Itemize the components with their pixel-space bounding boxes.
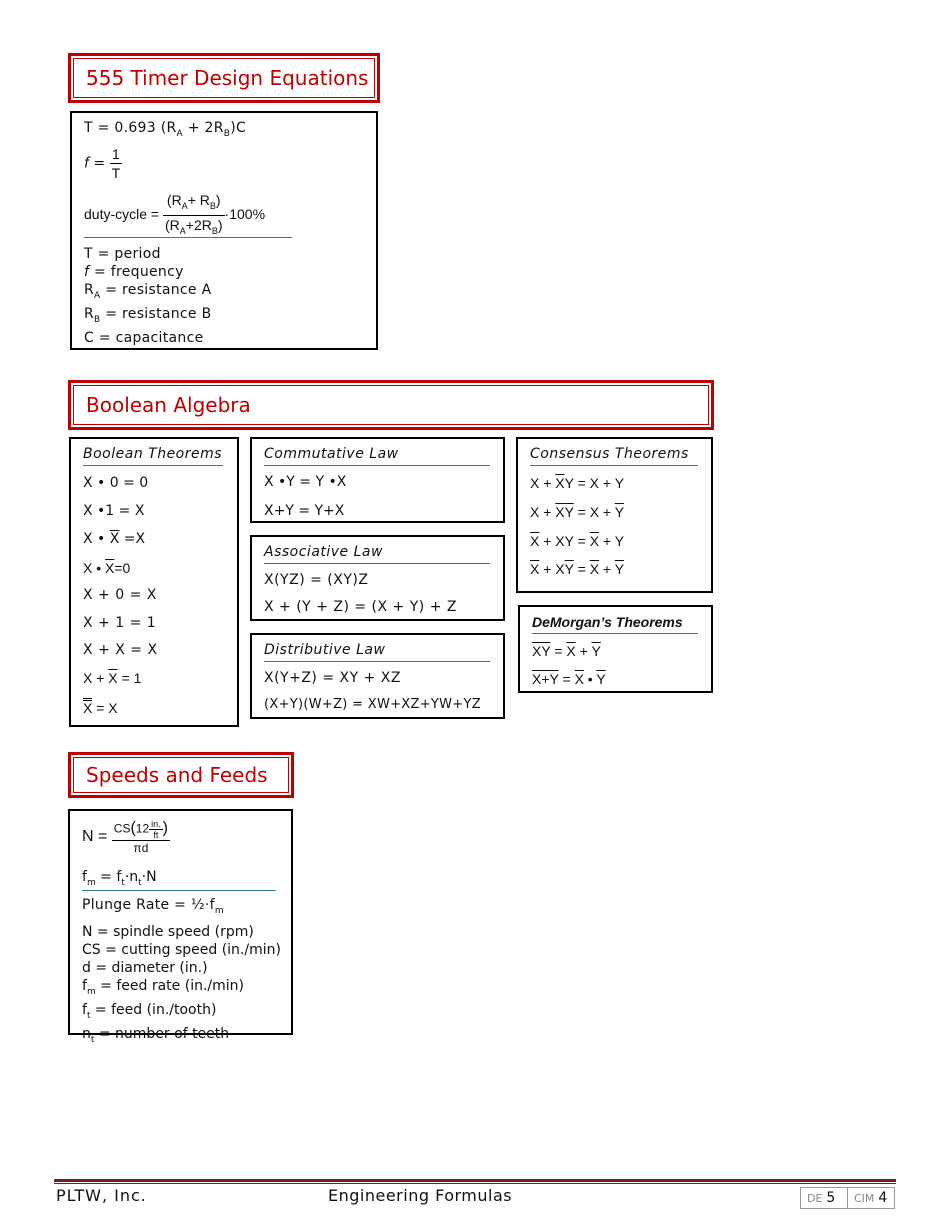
distributive-line: X(Y+Z) = XY + XZ xyxy=(264,670,401,686)
theorem-line: $X + \overline{X} = 1$ xyxy=(83,670,142,686)
speeds-definitions xyxy=(82,923,281,1048)
boolean-section-title xyxy=(68,380,714,430)
feed-rate-equation: $f_m = f_t\cdot n_t\cdot N$ xyxy=(82,869,157,888)
demorgan-theorems-box xyxy=(518,605,713,693)
theorem-line: X + 0 = X xyxy=(83,587,157,603)
consensus-line: $X + \overline{X}Y = X + Y$ xyxy=(530,475,625,491)
commutative-law-box xyxy=(250,437,505,523)
definition-line: $f_t$ = feed (in./tooth) xyxy=(82,1001,217,1021)
footer-doc-title: Engineering Formulas xyxy=(328,1186,513,1205)
boolean-title-text: Boolean Algebra xyxy=(73,385,709,425)
theorem-line: X = X xyxy=(83,700,118,716)
de-page-number: 5 xyxy=(826,1190,836,1206)
consensus-line: $\overline{X}$ + XY = $\overline{X} + Y$ xyxy=(530,533,625,549)
associative-line: X + (Y + Z) = (X + Y) + Z xyxy=(264,599,457,615)
speeds-title-text: Speeds and Feeds xyxy=(73,757,289,793)
period-equation: T = 0.693 $(R_A + 2R_B)C$ xyxy=(84,120,247,139)
cim-page-box xyxy=(847,1187,895,1209)
cim-label: CIM xyxy=(854,1191,875,1205)
distributive-header: Distributive Law xyxy=(264,641,490,662)
speeds-divider xyxy=(82,890,276,891)
theorem-line: X •1 = X xyxy=(83,503,145,519)
footer-company: PLTW, Inc. xyxy=(56,1186,147,1205)
frequency-equation: f = $\frac{1}{T}$ xyxy=(84,146,121,181)
theorem-line: X • $\overline{X}=0$ xyxy=(83,560,131,576)
commutative-line: X •Y = Y •X xyxy=(264,474,347,490)
speeds-formula-box xyxy=(68,809,293,1045)
footer-rule-thin xyxy=(54,1183,896,1184)
demorgan-line: $\overline{XY} = \overline{X} + \overline{Y}$ xyxy=(532,643,601,659)
definition-line: N = spindle speed (rpm) xyxy=(82,924,254,940)
consensus-theorems-box xyxy=(516,437,713,593)
demorgan-header: DeMorgan’s Theorems xyxy=(532,613,698,634)
timer-title-text: 555 Timer Design Equations xyxy=(73,58,375,98)
speeds-section-title xyxy=(68,752,294,798)
definition-line: $R_B$ = resistance B xyxy=(84,305,212,325)
definition-line: $f_m$ = feed rate (in./min) xyxy=(82,978,244,997)
theorem-line: X • $\overline{X} =X$ xyxy=(83,531,146,547)
cim-page-number: 4 xyxy=(878,1190,888,1206)
plunge-rate-equation: Plunge Rate = $\frac{1}{2}\cdot f_m$ xyxy=(82,897,224,916)
duty-cycle-equation: duty-cycle = $\frac{(R_A+ R_B)}{(R_A+2R_B)}$ ·100% xyxy=(84,192,266,236)
associative-line: X(YZ) = (XY)Z xyxy=(264,572,369,588)
timer-divider xyxy=(84,237,292,238)
theorem-line: X • 0 = 0 xyxy=(83,475,149,491)
timer-formula-box xyxy=(70,111,378,350)
associative-law-box xyxy=(250,535,505,621)
consensus-header: Consensus Theorems xyxy=(530,445,698,466)
associative-header: Associative Law xyxy=(264,543,490,564)
theorem-line: X + X = X xyxy=(83,642,158,658)
demorgan-line: $X+Y = \overline{X}$ • $\overline{Y}$ xyxy=(532,671,606,687)
distributive-line: (X+Y)(W+Z) = XW+XZ+YW+YZ xyxy=(264,697,481,712)
de-label: DE xyxy=(807,1191,823,1205)
boolean-theorems-box xyxy=(69,437,239,727)
definition-line: C = capacitance xyxy=(84,329,204,346)
definition-line: d = diameter (in.) xyxy=(82,960,208,976)
definition-line: CS = cutting speed (in./min) xyxy=(82,942,281,958)
consensus-line: $X + \overline{X}\overline{Y} = X + \overline{Y}$ xyxy=(530,504,625,520)
theorem-line: X + 1 = 1 xyxy=(83,615,157,631)
de-page-box xyxy=(800,1187,848,1209)
commutative-header: Commutative Law xyxy=(264,445,490,466)
distributive-law-box xyxy=(250,633,505,719)
consensus-line: $\overline{X} + X\overline{Y} = \overline{X} + \overline{Y}$ xyxy=(530,561,625,577)
boolean-theorems-header: Boolean Theorems xyxy=(83,445,223,466)
definition-line: $R_A$ = resistance A xyxy=(84,282,212,301)
commutative-line: X+Y = Y+X xyxy=(264,503,345,519)
definition-line: $n_t$ = number of teeth xyxy=(82,1025,230,1045)
spindle-speed-equation: N = CS(12 $\frac{in.}{ft}$ ) πd xyxy=(82,819,168,855)
definition-line: f = frequency xyxy=(84,264,184,280)
definition-line: T = period xyxy=(84,246,161,262)
timer-definitions xyxy=(84,245,212,347)
footer-rule xyxy=(54,1179,896,1182)
timer-section-title xyxy=(68,53,380,103)
